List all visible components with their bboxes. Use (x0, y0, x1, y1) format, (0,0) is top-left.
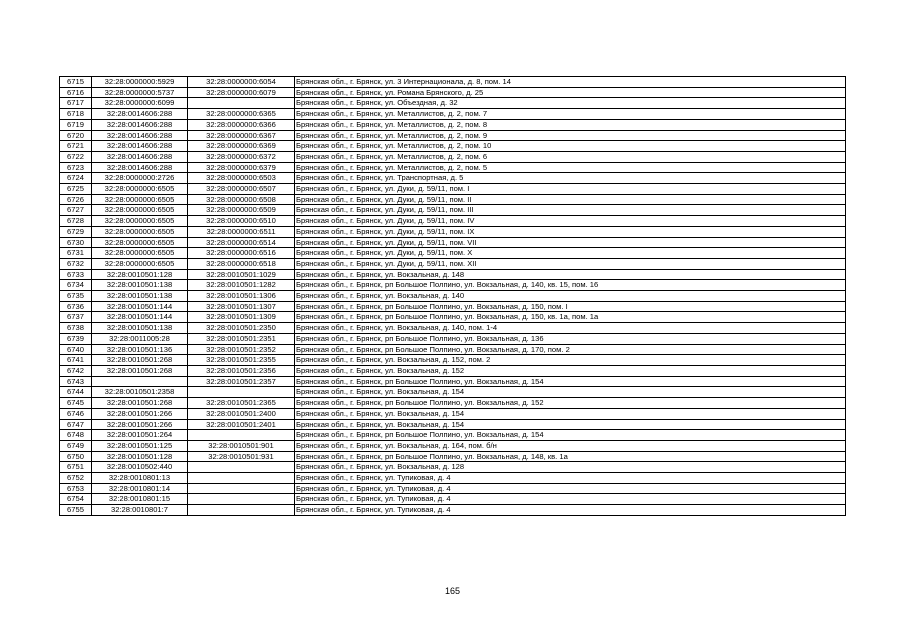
row-number-cell: 6715 (60, 77, 92, 88)
address-cell: Брянская обл., г. Брянск, ул. Металлистов, д. 2, пом. 6 (295, 151, 846, 162)
row-number-cell: 6741 (60, 355, 92, 366)
table-row (60, 440, 846, 451)
row-number-cell: 6716 (60, 87, 92, 98)
table-row (60, 376, 846, 387)
address-cell: Брянская обл., г. Брянск, ул. Вокзальная, д. 152, пом. 2 (295, 355, 846, 366)
table-row (60, 269, 846, 280)
source-cadastral-cell: 32:28:0010501:268 (92, 398, 188, 409)
source-cadastral-cell: 32:28:0000000:6505 (92, 205, 188, 216)
address-cell: Брянская обл., г. Брянск, ул. Транспортная, д. 5 (295, 173, 846, 184)
row-number-cell: 6728 (60, 216, 92, 227)
table-row (60, 130, 846, 141)
address-cell: Брянская обл., г. Брянск, рп Большое Полпино, ул. Вокзальная, д. 136 (295, 333, 846, 344)
source-cadastral-cell: 32:28:0000000:2726 (92, 173, 188, 184)
table-row (60, 387, 846, 398)
row-number-cell: 6749 (60, 440, 92, 451)
table-row (60, 505, 846, 516)
row-number-cell: 6750 (60, 451, 92, 462)
row-number-cell: 6730 (60, 237, 92, 248)
address-cell: Брянская обл., г. Брянск, ул. Тупиковая, д. 4 (295, 505, 846, 516)
object-cadastral-cell: 32:28:0000000:6510 (188, 216, 295, 227)
row-number-cell: 6738 (60, 323, 92, 334)
address-cell: Брянская обл., г. Брянск, рп Большое Полпино, ул. Вокзальная, д. 150, пом. I (295, 301, 846, 312)
object-cadastral-cell: 32:28:0000000:6508 (188, 194, 295, 205)
source-cadastral-cell: 32:28:0014606:288 (92, 109, 188, 120)
address-cell: Брянская обл., г. Брянск, рп Большое Полпино, ул. Вокзальная, д. 140, кв. 15, пом. 16 (295, 280, 846, 291)
source-cadastral-cell: 32:28:0010501:138 (92, 291, 188, 302)
table-row (60, 312, 846, 323)
row-number-cell: 6743 (60, 376, 92, 387)
table-row (60, 483, 846, 494)
table-row (60, 494, 846, 505)
table-row (60, 419, 846, 430)
row-number-cell: 6721 (60, 141, 92, 152)
table-row (60, 237, 846, 248)
row-number-cell: 6726 (60, 194, 92, 205)
address-cell: Брянская обл., г. Брянск, рп Большое Полпино, ул. Вокзальная, д. 170, пом. 2 (295, 344, 846, 355)
row-number-cell: 6747 (60, 419, 92, 430)
row-number-cell: 6735 (60, 291, 92, 302)
address-cell: Брянская обл., г. Брянск, ул. Вокзальная, д. 154 (295, 408, 846, 419)
address-cell: Брянская обл., г. Брянск, ул. Вокзальная, д. 140, пом. 1-4 (295, 323, 846, 334)
source-cadastral-cell: 32:28:0010501:138 (92, 280, 188, 291)
table-row (60, 462, 846, 473)
row-number-cell: 6739 (60, 333, 92, 344)
object-cadastral-cell: 32:28:0010501:901 (188, 440, 295, 451)
table-row (60, 291, 846, 302)
object-cadastral-cell: 32:28:0000000:6503 (188, 173, 295, 184)
source-cadastral-cell: 32:28:0010501:125 (92, 440, 188, 451)
source-cadastral-cell: 32:28:0010801:13 (92, 473, 188, 484)
object-cadastral-cell: 32:28:0000000:6511 (188, 226, 295, 237)
row-number-cell: 6737 (60, 312, 92, 323)
source-cadastral-cell: 32:28:0000000:6505 (92, 216, 188, 227)
object-cadastral-cell: 32:28:0010501:2357 (188, 376, 295, 387)
object-cadastral-cell (188, 483, 295, 494)
object-cadastral-cell: 32:28:0000000:6365 (188, 109, 295, 120)
object-cadastral-cell: 32:28:0000000:6372 (188, 151, 295, 162)
row-number-cell: 6733 (60, 269, 92, 280)
object-cadastral-cell: 32:28:0010501:2352 (188, 344, 295, 355)
address-cell: Брянская обл., г. Брянск, ул. Вокзальная, д. 154 (295, 387, 846, 398)
address-cell: Брянская обл., г. Брянск, ул. Вокзальная, д. 164, пом. б/н (295, 440, 846, 451)
property-table (59, 76, 846, 516)
source-cadastral-cell: 32:28:0010501:268 (92, 355, 188, 366)
table-row (60, 248, 846, 259)
address-cell: Брянская обл., г. Брянск, ул. Тупиковая, д. 4 (295, 494, 846, 505)
source-cadastral-cell: 32:28:0000000:6505 (92, 226, 188, 237)
row-number-cell: 6729 (60, 226, 92, 237)
object-cadastral-cell: 32:28:0000000:6367 (188, 130, 295, 141)
row-number-cell: 6725 (60, 184, 92, 195)
object-cadastral-cell: 32:28:0000000:6054 (188, 77, 295, 88)
source-cadastral-cell: 32:28:0014606:288 (92, 141, 188, 152)
table-row (60, 398, 846, 409)
table-row (60, 408, 846, 419)
object-cadastral-cell: 32:28:0000000:6514 (188, 237, 295, 248)
table-row (60, 333, 846, 344)
object-cadastral-cell: 32:28:0000000:6509 (188, 205, 295, 216)
source-cadastral-cell: 32:28:0010801:7 (92, 505, 188, 516)
address-cell: Брянская обл., г. Брянск, ул. Дуки, д. 59/11, пом. III (295, 205, 846, 216)
row-number-cell: 6748 (60, 430, 92, 441)
row-number-cell: 6742 (60, 365, 92, 376)
table-row (60, 184, 846, 195)
row-number-cell: 6740 (60, 344, 92, 355)
row-number-cell: 6746 (60, 408, 92, 419)
object-cadastral-cell: 32:28:0010501:2400 (188, 408, 295, 419)
table-row (60, 430, 846, 441)
row-number-cell: 6719 (60, 119, 92, 130)
row-number-cell: 6731 (60, 248, 92, 259)
row-number-cell: 6722 (60, 151, 92, 162)
address-cell: Брянская обл., г. Брянск, ул. Вокзальная, д. 152 (295, 365, 846, 376)
source-cadastral-cell: 32:28:0010501:264 (92, 430, 188, 441)
address-cell: Брянская обл., г. Брянск, ул. Дуки, д. 59/11, пом. I (295, 184, 846, 195)
address-cell: Брянская обл., г. Брянск, ул. Романа Брянского, д. 25 (295, 87, 846, 98)
table-row (60, 205, 846, 216)
address-cell: Брянская обл., г. Брянск, ул. Дуки, д. 59/11, пом. IV (295, 216, 846, 227)
row-number-cell: 6752 (60, 473, 92, 484)
row-number-cell: 6745 (60, 398, 92, 409)
object-cadastral-cell (188, 494, 295, 505)
source-cadastral-cell: 32:28:0000000:6505 (92, 248, 188, 259)
object-cadastral-cell: 32:28:0010501:2350 (188, 323, 295, 334)
table-row (60, 109, 846, 120)
source-cadastral-cell: 32:28:0010501:128 (92, 269, 188, 280)
source-cadastral-cell: 32:28:0014606:288 (92, 162, 188, 173)
object-cadastral-cell: 32:28:0010501:1029 (188, 269, 295, 280)
object-cadastral-cell (188, 98, 295, 109)
object-cadastral-cell (188, 505, 295, 516)
table-row (60, 151, 846, 162)
object-cadastral-cell (188, 387, 295, 398)
source-cadastral-cell (92, 376, 188, 387)
source-cadastral-cell: 32:28:0014606:288 (92, 130, 188, 141)
source-cadastral-cell: 32:28:0000000:6505 (92, 237, 188, 248)
address-cell: Брянская обл., г. Брянск, ул. Дуки, д. 59/11, пом. VII (295, 237, 846, 248)
table-row (60, 216, 846, 227)
address-cell: Брянская обл., г. Брянск, ул. Металлистов, д. 2, пом. 7 (295, 109, 846, 120)
source-cadastral-cell: 32:28:0010801:15 (92, 494, 188, 505)
source-cadastral-cell: 32:28:0010501:144 (92, 312, 188, 323)
table-row (60, 141, 846, 152)
address-cell: Брянская обл., г. Брянск, ул. Тупиковая, д. 4 (295, 473, 846, 484)
address-cell: Брянская обл., г. Брянск, ул. 3 Интернационала, д. 8, пом. 14 (295, 77, 846, 88)
table-row (60, 355, 846, 366)
object-cadastral-cell: 32:28:0010501:2355 (188, 355, 295, 366)
row-number-cell: 6723 (60, 162, 92, 173)
object-cadastral-cell (188, 462, 295, 473)
object-cadastral-cell: 32:28:0000000:6079 (188, 87, 295, 98)
object-cadastral-cell: 32:28:0000000:6507 (188, 184, 295, 195)
address-cell: Брянская обл., г. Брянск, рп Большое Полпино, ул. Вокзальная, д. 154 (295, 376, 846, 387)
row-number-cell: 6720 (60, 130, 92, 141)
row-number-cell: 6736 (60, 301, 92, 312)
table-row (60, 344, 846, 355)
object-cadastral-cell: 32:28:0010501:2401 (188, 419, 295, 430)
source-cadastral-cell: 32:28:0010801:14 (92, 483, 188, 494)
row-number-cell: 6727 (60, 205, 92, 216)
row-number-cell: 6751 (60, 462, 92, 473)
object-cadastral-cell: 32:28:0010501:2365 (188, 398, 295, 409)
address-cell: Брянская обл., г. Брянск, ул. Дуки, д. 59/11, пом. X (295, 248, 846, 259)
table-row (60, 77, 846, 88)
table-row (60, 301, 846, 312)
source-cadastral-cell: 32:28:0000000:6505 (92, 258, 188, 269)
source-cadastral-cell: 32:28:0014606:288 (92, 151, 188, 162)
address-cell: Брянская обл., г. Брянск, рп Большое Полпино, ул. Вокзальная, д. 152 (295, 398, 846, 409)
source-cadastral-cell: 32:28:0010501:268 (92, 365, 188, 376)
source-cadastral-cell: 32:28:0010502:440 (92, 462, 188, 473)
row-number-cell: 6744 (60, 387, 92, 398)
table-row (60, 365, 846, 376)
row-number-cell: 6718 (60, 109, 92, 120)
object-cadastral-cell: 32:28:0000000:6369 (188, 141, 295, 152)
address-cell: Брянская обл., г. Брянск, ул. Металлистов, д. 2, пом. 10 (295, 141, 846, 152)
object-cadastral-cell: 32:28:0010501:2356 (188, 365, 295, 376)
address-cell: Брянская обл., г. Брянск, ул. Объездная, д. 32 (295, 98, 846, 109)
row-number-cell: 6734 (60, 280, 92, 291)
table-row (60, 194, 846, 205)
address-cell: Брянская обл., г. Брянск, ул. Вокзальная, д. 148 (295, 269, 846, 280)
object-cadastral-cell: 32:28:0010501:1307 (188, 301, 295, 312)
object-cadastral-cell: 32:28:0000000:6518 (188, 258, 295, 269)
table-row (60, 87, 846, 98)
source-cadastral-cell: 32:28:0000000:5737 (92, 87, 188, 98)
page-number: 165 (444, 586, 461, 596)
address-cell: Брянская обл., г. Брянск, ул. Металлистов, д. 2, пом. 8 (295, 119, 846, 130)
object-cadastral-cell: 32:28:0000000:6379 (188, 162, 295, 173)
address-cell: Брянская обл., г. Брянск, ул. Дуки, д. 59/11, пом. XII (295, 258, 846, 269)
table-row (60, 258, 846, 269)
object-cadastral-cell: 32:28:0010501:931 (188, 451, 295, 462)
address-cell: Брянская обл., г. Брянск, ул. Вокзальная, д. 154 (295, 419, 846, 430)
source-cadastral-cell: 32:28:0010501:2358 (92, 387, 188, 398)
address-cell: Брянская обл., г. Брянск, ул. Дуки, д. 59/11, пом. II (295, 194, 846, 205)
source-cadastral-cell: 32:28:0000000:6099 (92, 98, 188, 109)
table-row (60, 280, 846, 291)
address-cell: Брянская обл., г. Брянск, ул. Металлистов, д. 2, пом. 5 (295, 162, 846, 173)
row-number-cell: 6732 (60, 258, 92, 269)
source-cadastral-cell: 32:28:0011005:28 (92, 333, 188, 344)
object-cadastral-cell: 32:28:0010501:2351 (188, 333, 295, 344)
table-row (60, 323, 846, 334)
source-cadastral-cell: 32:28:0000000:6505 (92, 184, 188, 195)
row-number-cell: 6755 (60, 505, 92, 516)
address-cell: Брянская обл., г. Брянск, ул. Тупиковая, д. 4 (295, 483, 846, 494)
row-number-cell: 6754 (60, 494, 92, 505)
table-row (60, 162, 846, 173)
object-cadastral-cell (188, 473, 295, 484)
source-cadastral-cell: 32:28:0010501:138 (92, 323, 188, 334)
object-cadastral-cell: 32:28:0010501:1282 (188, 280, 295, 291)
address-cell: Брянская обл., г. Брянск, рп Большое Полпино, ул. Вокзальная, д. 148, кв. 1а (295, 451, 846, 462)
table-row (60, 451, 846, 462)
object-cadastral-cell: 32:28:0010501:1306 (188, 291, 295, 302)
object-cadastral-cell: 32:28:0000000:6516 (188, 248, 295, 259)
object-cadastral-cell (188, 430, 295, 441)
source-cadastral-cell: 32:28:0000000:6505 (92, 194, 188, 205)
object-cadastral-cell: 32:28:0000000:6366 (188, 119, 295, 130)
table-body (60, 77, 846, 516)
table-row (60, 98, 846, 109)
source-cadastral-cell: 32:28:0014606:288 (92, 119, 188, 130)
address-cell: Брянская обл., г. Брянск, рп Большое Полпино, ул. Вокзальная, д. 154 (295, 430, 846, 441)
source-cadastral-cell: 32:28:0010501:266 (92, 408, 188, 419)
source-cadastral-cell: 32:28:0010501:136 (92, 344, 188, 355)
table-row (60, 173, 846, 184)
source-cadastral-cell: 32:28:0010501:128 (92, 451, 188, 462)
source-cadastral-cell: 32:28:0010501:266 (92, 419, 188, 430)
address-cell: Брянская обл., г. Брянск, ул. Вокзальная, д. 128 (295, 462, 846, 473)
address-cell: Брянская обл., г. Брянск, ул. Металлистов, д. 2, пом. 9 (295, 130, 846, 141)
row-number-cell: 6724 (60, 173, 92, 184)
address-cell: Брянская обл., г. Брянск, ул. Вокзальная, д. 140 (295, 291, 846, 302)
address-cell: Брянская обл., г. Брянск, рп Большое Полпино, ул. Вокзальная, д. 150, кв. 1а, пом. 1а (295, 312, 846, 323)
address-cell: Брянская обл., г. Брянск, ул. Дуки, д. 59/11, пом. IX (295, 226, 846, 237)
object-cadastral-cell: 32:28:0010501:1309 (188, 312, 295, 323)
table-row (60, 473, 846, 484)
source-cadastral-cell: 32:28:0010501:144 (92, 301, 188, 312)
row-number-cell: 6753 (60, 483, 92, 494)
table-row (60, 226, 846, 237)
row-number-cell: 6717 (60, 98, 92, 109)
source-cadastral-cell: 32:28:0000000:5929 (92, 77, 188, 88)
table-row (60, 119, 846, 130)
